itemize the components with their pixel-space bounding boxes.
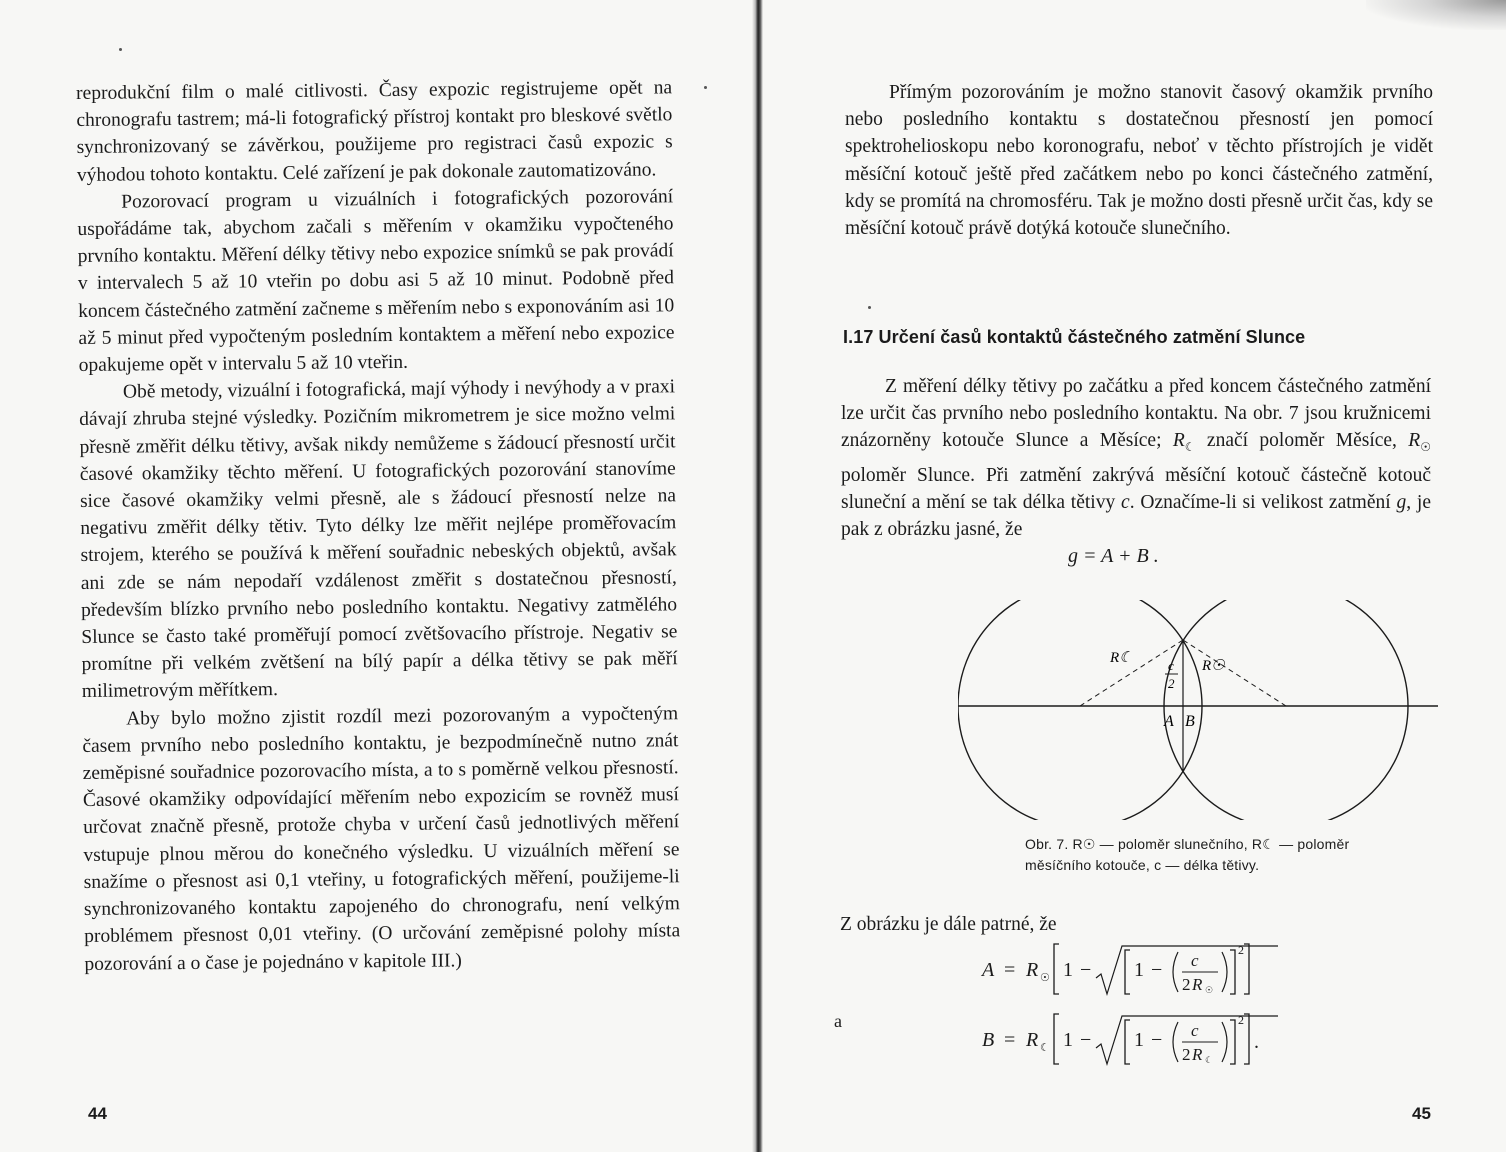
label-r-sun: R☉ xyxy=(1202,658,1225,674)
formula-r: R xyxy=(1026,1029,1039,1051)
equation-g: g = A + B . xyxy=(1068,545,1159,567)
formula-lhs: B xyxy=(982,1029,995,1051)
formula-one: 1 xyxy=(1063,1029,1073,1051)
text-run: Z měření délky tětivy po začátku a před koncem částečného zatmění lze určit čas prvního nebo posledního kontaktu. Na obr. 7 jsou kružnicemi znázorněny kotouče Slunce a Měsíce; xyxy=(841,376,1431,452)
formula-sub: ☾ xyxy=(1040,1042,1050,1054)
caption-line: měsíčního kotouče, c — délka tětivy. xyxy=(1025,857,1260,873)
formula-one: 1 xyxy=(1134,959,1144,981)
symbol-r: R xyxy=(1408,430,1421,452)
paragraph xyxy=(841,373,1431,543)
formula-c: c xyxy=(1191,1021,1199,1040)
intro-paragraph xyxy=(845,79,1433,242)
moon-disk-circle xyxy=(958,600,1202,820)
paragraph: Obě metody, vizuální i fotografická, mají výhody i nevýhody a v praxi dávají zhruba stejné výsledky. Pozičním mikrometrem je sice možno velmi přesně změřit délku tětivy, avšak nikdy nemůžeme s žádoucí přesností určit časové okamžiky těchto měření. U fotografických pozorování stanovíme sice časové okamžiky velmi přesně, ale s žádoucí přesností nelze na negativu změřit délky tětiv. Tyto délky lze měřit nejlépe proměřovacím strojem, kterého se používá k měření souřadnic nebeských objektů, avšak ani zde se nám nepodaří vzdálenost změřit s dostatečnou přesností, především blízko prvního nebo posledního kontaktu. Negativy zatmělého Slunce se často také proměřují pomocí zvětšovacího přístroje. Negativ se promítne při velkém zvětšení na bílý papír a délka tětivy se pak měří milimetrovým měřítkem. xyxy=(79,376,678,703)
formula-minus: − xyxy=(1080,959,1092,981)
paragraph: Pozorovací program u vizuálních i fotografických pozorování uspořádáme tak, abychom začali s měřením v okamžiku vypočteného prvního kontaktu. Měření délky tětivy nebo expozice snímků se pak provádí v intervalech 5 až 10 vteřin po dobu asi 5 až 10 minut. Podobně před koncem částečného zatmění začneme s měřením nebo s exponováním asi 10 až 5 minut před vypočteným posledním kontaktem a měření nebo expozice opakujeme opět v intervalu 5 až 10 vteřin. xyxy=(77,186,675,377)
figure-7-diagram xyxy=(958,600,1438,820)
formula-minus: − xyxy=(1080,1029,1092,1051)
symbol-g: g xyxy=(1396,491,1407,513)
page-number: 44 xyxy=(88,1104,107,1123)
text-run: , je pak z obrázku jasné, že xyxy=(841,491,1431,540)
label-a: A xyxy=(1164,713,1174,730)
formula-sub: ☾ xyxy=(1205,1055,1214,1065)
scan-speck xyxy=(704,86,707,89)
scan-speck xyxy=(119,48,122,51)
text-run: poloměr Slunce. Při zatmění zakrývá měsíční kotouč částečně kotouč sluneční a mění se tak délka tětivy xyxy=(841,464,1431,513)
formula-equals: = xyxy=(1004,1029,1016,1051)
symbol-c: c xyxy=(1121,491,1130,513)
formula-exponent: 2 xyxy=(1238,943,1244,957)
formula-two: 2 xyxy=(1182,975,1191,994)
formula-one: 1 xyxy=(1063,959,1073,981)
sun-disk-circle xyxy=(1164,600,1408,820)
section-heading: I.17 Určení časů kontaktů částečného zatmění Slunce xyxy=(843,327,1306,347)
formula-exponent: 2 xyxy=(1238,1013,1244,1027)
scan-speck xyxy=(868,306,871,309)
paragraph: Přímým pozorováním je možno stanovit časový okamžik prvního nebo posledního kontaktu s dostatečnou přesností jen pomocí spektrohelioskopu nebo koronografu, neboť v těchto přístrojích je vidět měsíční kotouč ještě před začátkem nebo po konci částečného zatmění, kdy se promítá na chromosféru. Tak je možno dosti přesně určit čas, kdy se měsíční kotouč právě dotýká kotouče slunečního. xyxy=(845,82,1433,240)
formula-c: c xyxy=(1191,951,1199,970)
paragraph: reprodukční film o malé citlivosti. Časy expozic registrujeme opět na chronografu tastrem; má-li fotografický přístroj kontakt pro bleskové světlo synchronizovaný se závěrkou, použijeme pro registraci časů expozic s výhodou tohoto kontaktu. Celé zařízení je pak dokonale zautomatizováno. xyxy=(76,77,673,186)
label-b: B xyxy=(1185,713,1195,730)
left-body-text xyxy=(76,74,681,977)
page-number: 45 xyxy=(1412,1104,1431,1123)
right-page xyxy=(762,0,1506,1152)
section-paragraph xyxy=(841,373,1431,543)
paragraph: Aby bylo možno zjistit rozdíl mezi pozorovaným a vypočteným časem prvního nebo posledního kontaktu, je bezpodmínečně nutno znát zeměpisné souřadnice pozorovacího místa, a to s poměrně velkou přesností. Časové okamžiky odpovídající měřením nebo expozicím se rovněž musí určovat značně přesně, protože chyba v určení časů jednotlivých měření vstupuje plnou měrou do konečného výsledku. U vizuálních měření se snažíme o přesnost asi 0,1 vteřiny, u fotografických měření, použijeme-li synchronizovaného kontaktu zapojeného do chronografu, není velkým problémem přesnost 0,01 vteřiny. (O určování zeměpisné polohy místa pozorování a o čase je pojednáno v kapitole III.) xyxy=(82,702,681,975)
symbol-moon: ☾ xyxy=(1184,440,1196,455)
formula-lhs: A xyxy=(982,959,995,981)
sun-radius-dashed xyxy=(1183,640,1286,706)
formula-r: R xyxy=(1192,975,1203,994)
symbol-r: R xyxy=(1172,430,1185,452)
label-c: c xyxy=(1168,658,1174,673)
formula-two: 2 xyxy=(1182,1045,1191,1064)
formula-equals: = xyxy=(1004,959,1016,981)
formula-one: 1 xyxy=(1134,1029,1144,1051)
formula-a xyxy=(962,938,1322,998)
text-run: značí poloměr Měsíce, xyxy=(1195,430,1409,452)
figure-caption xyxy=(1025,834,1427,876)
label-2: 2 xyxy=(1168,676,1175,691)
formula-end: . xyxy=(1254,1031,1259,1053)
formula-sub: ☉ xyxy=(1040,972,1050,984)
formula-r: R xyxy=(1192,1045,1203,1064)
formula-b xyxy=(962,1008,1322,1068)
formula-r: R xyxy=(1026,959,1039,981)
formula-minus: − xyxy=(1151,959,1163,981)
text-run: . Označíme-li si velikost zatmění xyxy=(1129,491,1397,513)
conjunction-a: a xyxy=(834,1011,842,1031)
formula-minus: − xyxy=(1151,1029,1163,1051)
formula-sub: ☉ xyxy=(1205,985,1214,995)
label-r-moon: R☾ xyxy=(1110,650,1133,666)
caption-line: Obr. 7. R☉ — poloměr slunečního, R☾ — poloměr xyxy=(1025,836,1350,852)
formula-lead-text: Z obrázku je dále patrné, že xyxy=(840,914,1057,935)
symbol-sun: ☉ xyxy=(1420,440,1431,455)
